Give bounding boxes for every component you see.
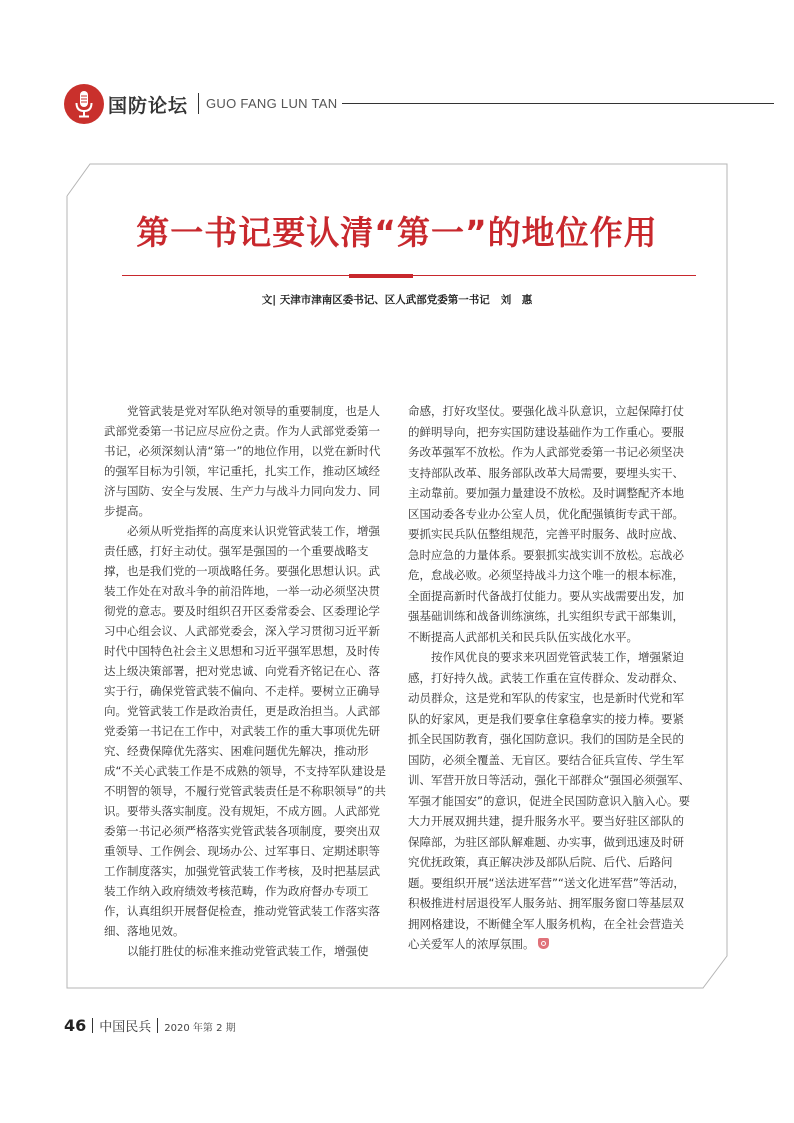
column-title-pinyin: GUO FANG LUN TAN	[206, 96, 338, 111]
byline-author-name: 刘 惠	[500, 294, 533, 306]
paragraph: 以能打胜仗的标准来推动党管武装工作，增强使	[127, 944, 369, 958]
footer-divider	[157, 1018, 158, 1033]
page-footer	[64, 1016, 236, 1039]
byline	[0, 292, 794, 307]
byline-prefix: 文	[261, 294, 273, 306]
title-rule-accent	[349, 274, 413, 278]
page-number: 46	[64, 1016, 87, 1035]
paragraph: 必须从听党指挥的高度来认识党管武装工作，增强责任感，打好主动仗。强军是强国的一个重要战略支撑，也是我们党的一项战略任务。要强化思想认识。武装工作处在对敌斗争的前沿阵地，一举一动必须坚决贯彻党的意志。要及时组织召开区委常委会、区委理论学习中心组会议、人武部党委会，深入学习贯彻习近平新时代中国特色社会主义思想和习近平强军思想，及时传达上级决策部署，把对党忠诚、向党看齐铭记在心、落实于行，确保党管武装不偏向、不走样。要树立正确导向。党管武装工作是政治责任，更是政治担当。人武部党委第一书记在工作中，对武装工作的重大事项优先研究、经费保障优先落实、困难问题优先解决，推动形成“不关心武装工作是不成熟的领导，不支持军队建设是不明智的领导，不履行党管武装责任是不称职领导”的共识。要带头落实制度。没有规矩，不成方圆。人武部党委第一书记必须严格落实党管武装各项制度，要突出双重领导、工作例会、现场办公、过军事日、定期述职等工作制度落实，加强党管武装工作考核，及时把基层武装工作纳入政府绩效考核范畴，作为政府督办专项工作，认真组织开展督促检查，推动党管武装工作落实落细、落地见效。	[104, 524, 386, 938]
paragraph-final	[408, 647, 694, 955]
issue-label: 2020 年第 2 期	[164, 1023, 236, 1034]
paragraph: 党管武装是党对军队绝对领导的重要制度，也是人武部党委第一书记应尽应份之责。作为人武部党委第一书记，必须深刻认清“第一”的地位作用，以党在新时代的强军目标为引领，牢记重托，扎实工作，推动区域经济与国防、安全与发展、生产力与战斗力同向发力、同步提高。	[104, 404, 381, 518]
header-rule	[342, 103, 774, 104]
shield-end-mark-icon	[538, 938, 549, 949]
paragraph-text: 按作风优良的要求来巩固党管武装工作，增强紧迫感，打好持久战。武装工作重在宣传群众、发动群众、动员群众，这是党和军队的传家宝，也是新时代党和军队的好家风，更是我们要拿住拿稳拿实的接力棒。要紧抓全民国防教育，强化国防意识。我们的国防是全民的国防，必须全覆盖、无盲区。要结合征兵宣传、学生军训、军营开放日等活动，强化干部群众“强国必须强军、军强才能国安”的意识，促进全民国防意识入脑入心。要大力开展双拥共建，提升服务水平。要当好驻区部队的保障部，为驻区部队解难题、办实事，做到迅速及时研究优抚政策，真正解决涉及部队后院、后代、后路问题。要组织开展“送法进军营”“送文化进军营”等活动，积极推进村居退役军人服务站、拥军服务窗口等基层双拥网格建设，不断健全军人服务机构，在全社会营造关心关爱军人的浓厚氛围。	[408, 650, 690, 951]
column-title-divider	[198, 93, 199, 114]
body-column-left	[104, 401, 390, 961]
byline-author-title: 天津市津南区委书记、区人武部党委第一书记	[279, 294, 490, 306]
body-column-right	[408, 401, 694, 955]
magazine-name: 中国民兵	[99, 1020, 152, 1035]
article-title: 第一书记要认清“第一”的地位作用	[136, 213, 658, 252]
column-header	[64, 84, 774, 124]
paragraph: 命感，打好攻坚仗。要强化战斗队意识，立起保障打仗的鲜明导向，把夯实国防建设基础作为工作重心。要服务改革强军不放松。作为人武部党委第一书记必须坚决支持部队改革、服务部队改革大局需要，要埋头实干、主动靠前。要加强力量建设不放松。及时调整配齐本地区国动委各专业办公室人员，优化配强镇街专武干部。要抓实民兵队伍整组规范，完善平时服务、战时应战、急时应急的力量体系。要狠抓实战实训不放松。忘战必危，怠战必败。必须坚持战斗力这个唯一的根本标准，全面提高新时代备战打仗能力。要从实战需要出发，加强基础训练和战备训练演练，扎实组织专武干部集训，不断提高人武部机关和民兵队伍实战化水平。	[408, 404, 684, 644]
byline-divider: |	[272, 294, 280, 306]
footer-divider	[92, 1018, 93, 1033]
column-title: 国防论坛	[108, 95, 189, 117]
microphone-icon	[64, 84, 104, 124]
